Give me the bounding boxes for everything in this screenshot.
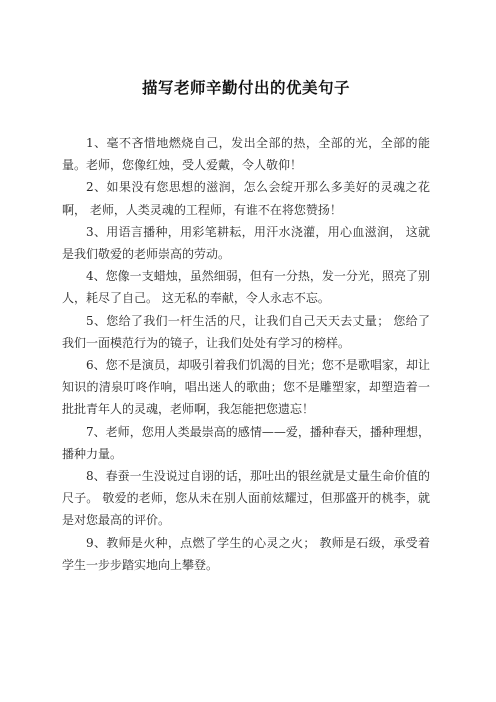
- document-body: [62, 132, 430, 576]
- paragraph-6: 6、您不是演员，却吸引着我们饥渴的目光；您不是歌唱家，却让知识的清泉叮咚作响，唱出迷人的歌曲；您不是雕塑家，却塑造着一批批青年人的灵魂，老师啊，我怎能把您遗忘！: [62, 358, 430, 417]
- paragraph-7: 7、老师，您用人类最崇高的感情——爱，播种春天，播种理想，播种力量。: [62, 424, 430, 461]
- paragraph-3: 3、用语言播种，用彩笔耕耘，用汗水浇灌，用心血滋润， 这就是我们敬爱的老师崇高的劳动。: [62, 224, 430, 262]
- paragraph-1: 1、毫不吝惜地燃烧自己，发出全部的热，全部的光，全部的能量。老师，您像红烛，受人爱戴，令人敬仰！: [62, 136, 430, 173]
- paragraph-9: 9、教师是火种，点燃了学生的心灵之火； 教师是石级，承受着学生一步步踏实地向上攀登。: [62, 535, 430, 572]
- paragraph-8: 8、春蚕一生没说过自诩的话，那吐出的银丝就是丈量生命价值的尺子。 敬爱的老师，您从未在别人面前炫耀过，但那盛开的桃李，就是对您最高的评价。: [62, 469, 430, 528]
- paragraph-2: 2、如果没有您思想的滋润，怎么会绽开那么多美好的灵魂之花啊， 老师，人类灵魂的工程师，有谁不在将您赞扬！: [62, 180, 430, 217]
- document-title: 描写老师辛勤付出的优美句子: [141, 79, 350, 97]
- paragraph-5: 5、您给了我们一杆生活的尺，让我们自己天天去丈量； 您给了我们一面模范行为的镜子，让我们处处有学习的榜样。: [62, 313, 430, 350]
- paragraph-4: 4、您像一支蜡烛，虽然细弱，但有一分热，发一分光，照亮了别人，耗尽了自己。 这无私的奉献，令人永志不忘。: [62, 269, 430, 306]
